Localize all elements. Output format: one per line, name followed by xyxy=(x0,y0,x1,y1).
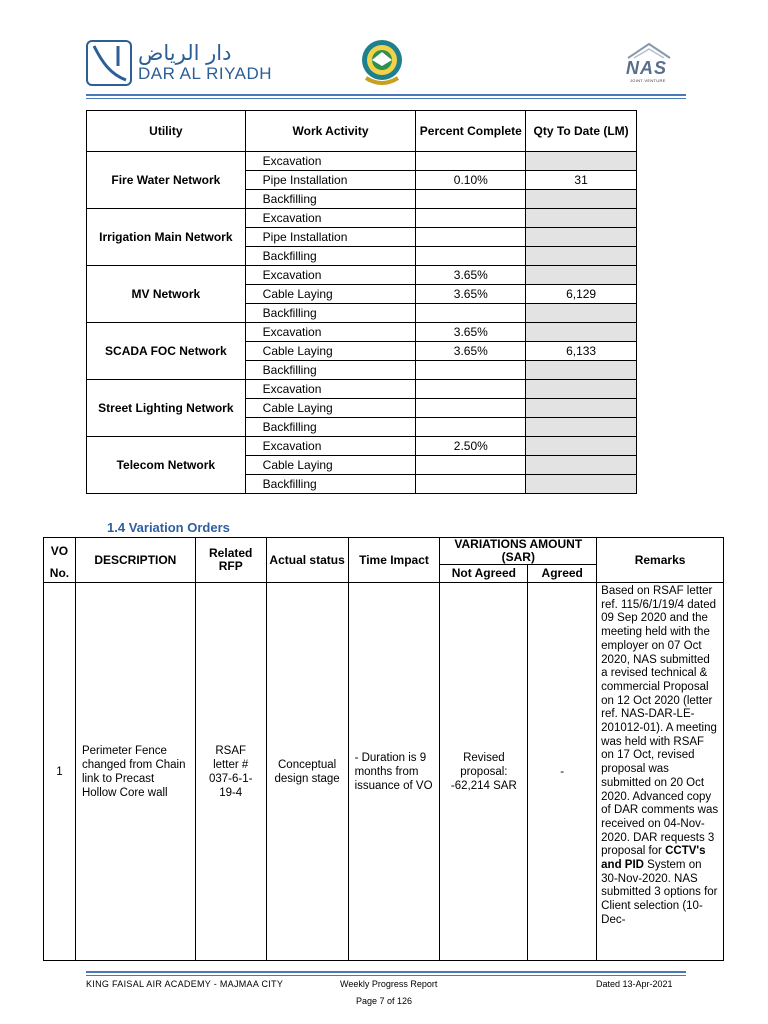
utility-name: MV Network xyxy=(87,266,246,323)
work-activity: Backfilling xyxy=(245,361,416,380)
qty-to-date: 31 xyxy=(526,171,637,190)
table-row xyxy=(87,437,637,456)
qty-to-date xyxy=(526,456,637,475)
logo-arabic-text: دار الرياض xyxy=(138,41,232,65)
percent-complete: 0.10% xyxy=(416,171,526,190)
percent-complete: 3.65% xyxy=(416,266,526,285)
work-activity: Backfilling xyxy=(245,304,416,323)
percent-complete xyxy=(416,190,526,209)
percent-complete xyxy=(416,209,526,228)
header-work-activity: Work Activity xyxy=(245,111,416,152)
vo-description: Perimeter Fence changed from Chain link to Precast Hollow Core wall xyxy=(75,583,195,961)
academy-seal-icon xyxy=(360,38,404,88)
qty-to-date xyxy=(526,190,637,209)
percent-complete xyxy=(416,304,526,323)
header-actual-status: Actual status xyxy=(266,538,348,583)
vo-time-impact: - Duration is 9 months from issuance of VO xyxy=(348,583,440,961)
qty-to-date xyxy=(526,266,637,285)
utility-name: Irrigation Main Network xyxy=(87,209,246,266)
qty-to-date xyxy=(526,228,637,247)
qty-to-date xyxy=(526,437,637,456)
utility-progress-table xyxy=(86,110,637,494)
percent-complete xyxy=(416,380,526,399)
header-time-impact: Time Impact xyxy=(348,538,440,583)
percent-complete xyxy=(416,399,526,418)
work-activity: Backfilling xyxy=(245,190,416,209)
header-variations-amount: VARIATIONS AMOUNT (SAR) xyxy=(440,538,597,565)
percent-complete xyxy=(416,152,526,171)
work-activity: Excavation xyxy=(245,266,416,285)
logo-latin-text: DAR AL RIYADH xyxy=(138,64,273,83)
nas-logo-subtitle: JOINT VENTURE xyxy=(630,78,666,83)
table-row xyxy=(87,380,637,399)
percent-complete: 3.65% xyxy=(416,285,526,304)
vo-remarks xyxy=(597,583,724,961)
work-activity: Cable Laying xyxy=(245,342,416,361)
qty-to-date xyxy=(526,418,637,437)
table-row xyxy=(87,152,637,171)
vo-related-rfp: RSAF letter # 037-6-1-19-4 xyxy=(195,583,266,961)
section-number: 1.4 xyxy=(107,520,126,535)
header-agreed: Agreed xyxy=(528,565,597,583)
header-remarks: Remarks xyxy=(597,538,724,583)
qty-to-date xyxy=(526,361,637,380)
qty-to-date xyxy=(526,152,637,171)
qty-to-date xyxy=(526,380,637,399)
header-vo-no: No. xyxy=(44,565,76,583)
percent-complete xyxy=(416,418,526,437)
utility-name: SCADA FOC Network xyxy=(87,323,246,380)
utility-table-header-row xyxy=(87,111,637,152)
qty-to-date xyxy=(526,209,637,228)
dar-logo-mark-icon xyxy=(86,40,132,86)
footer-page-number: Page 7 of 126 xyxy=(355,996,413,1006)
qty-to-date xyxy=(526,323,637,342)
remarks-text-start: Based on RSAF letter ref. 115/6/1/19/4 dated 09 Sep 2020 and the meeting held with the employer on 07 Oct 2020, NAS submitted a revised technical & commercial Proposal on 12 Oct 2020 (letter ref. NAS-DAR-LE-201012-01). A meeting was held with RSAF on 17 Oct, revised proposal was submitted on 20 Oct 2020. Advanced copy of DAR comments was received on 04-Nov-2020. DAR requests 3 proposal for xyxy=(601,585,719,858)
table-row xyxy=(87,323,637,342)
qty-to-date xyxy=(526,399,637,418)
utility-name: Fire Water Network xyxy=(87,152,246,209)
vo-not-agreed-amount: Revised proposal: -62,214 SAR xyxy=(440,583,528,961)
work-activity: Cable Laying xyxy=(245,285,416,304)
footer-report-title: Weekly Progress Report xyxy=(340,979,438,989)
work-activity: Pipe Installation xyxy=(245,228,416,247)
header-rule xyxy=(86,94,686,96)
percent-complete xyxy=(416,361,526,380)
utility-table-body xyxy=(87,152,637,494)
header-rule-thin xyxy=(86,98,686,99)
table-row xyxy=(87,266,637,285)
vo-number: 1 xyxy=(44,583,76,961)
header-percent-complete: Percent Complete xyxy=(416,111,526,152)
page-header xyxy=(0,0,768,100)
work-activity: Pipe Installation xyxy=(245,171,416,190)
percent-complete xyxy=(416,228,526,247)
work-activity: Backfilling xyxy=(245,475,416,494)
work-activity: Cable Laying xyxy=(245,399,416,418)
header-qty-to-date: Qty To Date (LM) xyxy=(526,111,637,152)
dar-al-riyadh-logo xyxy=(86,40,272,86)
work-activity: Excavation xyxy=(245,437,416,456)
utility-name: Telecom Network xyxy=(87,437,246,494)
footer-date: Dated 13-Apr-2021 xyxy=(596,979,673,989)
work-activity: Backfilling xyxy=(245,418,416,437)
percent-complete: 2.50% xyxy=(416,437,526,456)
variation-orders-table xyxy=(43,537,724,961)
work-activity: Backfilling xyxy=(245,247,416,266)
section-title: Variation Orders xyxy=(128,520,230,535)
vo-row xyxy=(44,583,724,961)
percent-complete xyxy=(416,475,526,494)
percent-complete xyxy=(416,247,526,266)
section-heading xyxy=(107,520,230,535)
work-activity: Excavation xyxy=(245,323,416,342)
qty-to-date: 6,133 xyxy=(526,342,637,361)
qty-to-date xyxy=(526,304,637,323)
remarks-text-bold: CCTV's and PID xyxy=(601,845,706,872)
header-not-agreed: Not Agreed xyxy=(440,565,528,583)
percent-complete xyxy=(416,456,526,475)
footer-project-name: KING FAISAL AIR ACADEMY - MAJMAA CITY xyxy=(86,979,284,989)
work-activity: Excavation xyxy=(245,380,416,399)
header-utility: Utility xyxy=(87,111,246,152)
work-activity: Cable Laying xyxy=(245,456,416,475)
qty-to-date xyxy=(526,247,637,266)
qty-to-date: 6,129 xyxy=(526,285,637,304)
nas-logo-text: NAS xyxy=(626,58,668,78)
remarks-text-end: System on 30-Nov-2020. NAS submitted 3 options for Client selection (10-Dec- xyxy=(601,859,718,926)
vo-header-row-1 xyxy=(44,538,724,565)
vo-actual-status: Conceptual design stage xyxy=(266,583,348,961)
footer-rule-thin xyxy=(86,975,686,976)
work-activity: Excavation xyxy=(245,152,416,171)
percent-complete: 3.65% xyxy=(416,323,526,342)
table-row xyxy=(87,209,637,228)
nas-joint-venture-logo xyxy=(622,40,676,90)
qty-to-date xyxy=(526,475,637,494)
footer-rule xyxy=(86,971,686,973)
utility-name: Street Lighting Network xyxy=(87,380,246,437)
vo-agreed-amount: - xyxy=(528,583,597,961)
percent-complete: 3.65% xyxy=(416,342,526,361)
header-related-rfp: Related RFP xyxy=(195,538,266,583)
header-vo: VO xyxy=(44,538,76,565)
work-activity: Excavation xyxy=(245,209,416,228)
header-description: DESCRIPTION xyxy=(75,538,195,583)
